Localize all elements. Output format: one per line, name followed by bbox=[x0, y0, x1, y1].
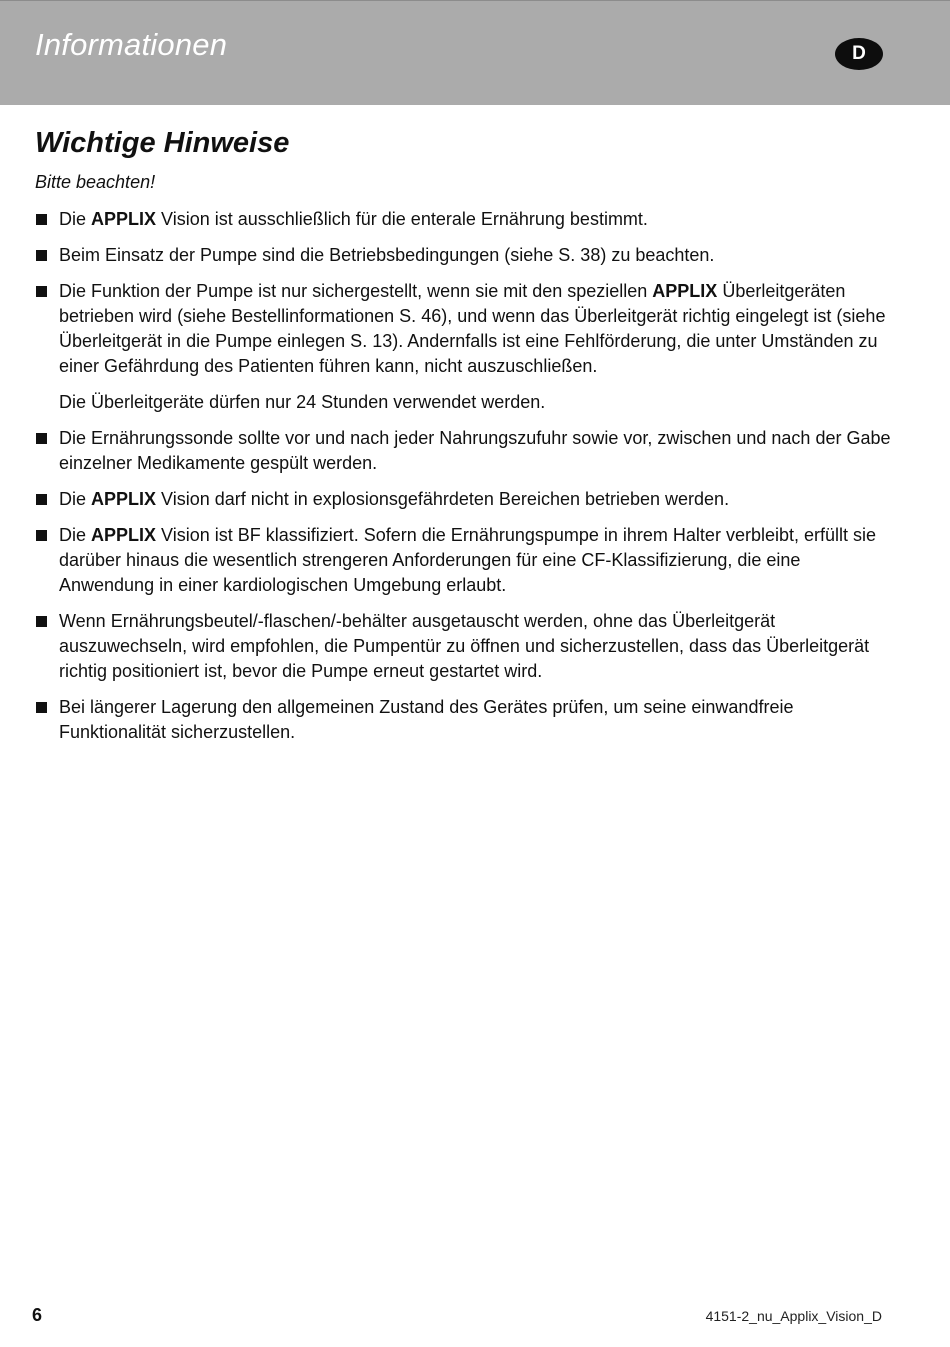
square-bullet-icon bbox=[36, 616, 47, 627]
document-code: 4151-2_nu_Applix_Vision_D bbox=[705, 1308, 882, 1324]
section-subtitle: Bitte beachten! bbox=[35, 172, 156, 192]
header-title: Informationen bbox=[35, 27, 228, 62]
list-item bbox=[35, 487, 895, 512]
list-item bbox=[35, 279, 895, 415]
language-badge: D bbox=[835, 38, 883, 70]
note-text-extra: Die Überleitgeräte dürfen nur 24 Stunden verwendet werden. bbox=[59, 392, 546, 412]
square-bullet-icon bbox=[36, 530, 47, 541]
note-text: Die Funktion der Pumpe ist nur sichergestellt, wenn sie mit den speziellen APPLIX Überleitgeräten betrieben wird (siehe Bestellinformationen S. 46), und wenn das Überleitgerät richtig eingelegt ist (siehe Überleitgerät in die Pumpe einlegen S. 13). Andernfalls ist eine Fehlförderung, die unter Umständen zu einer Gefährdung des Patienten führen kann, nicht auszuschließen. bbox=[59, 281, 886, 376]
page-number: 6 bbox=[32, 1305, 43, 1325]
list-item bbox=[35, 207, 895, 232]
brand-name: APPLIX bbox=[91, 489, 157, 509]
note-text: Die Ernährungssonde sollte vor und nach jeder Nahrungszufuhr sowie vor, zwischen und nach der Gabe einzelner Medikamente gespült werden. bbox=[59, 428, 891, 473]
list-item bbox=[35, 695, 895, 745]
note-text: Die APPLIX Vision ist ausschließlich für die enterale Ernährung bestimmt. bbox=[59, 209, 648, 229]
note-text: Beim Einsatz der Pumpe sind die Betriebsbedingungen (siehe S. 38) zu beachten. bbox=[59, 245, 715, 265]
square-bullet-icon bbox=[36, 494, 47, 505]
note-text: Wenn Ernährungsbeutel/-flaschen/-behälter ausgetauscht werden, ohne das Überleitgerät auszuwechseln, wird empfohlen, die Pumpentür zu öffnen und sicherzustellen, dass das Überleitgerät richtig positioniert ist, bevor die Pumpe erneut gestartet wird. bbox=[59, 611, 870, 681]
notes-list bbox=[35, 207, 895, 756]
list-item bbox=[35, 243, 895, 268]
square-bullet-icon bbox=[36, 702, 47, 713]
note-text: Bei längerer Lagerung den allgemeinen Zustand des Gerätes prüfen, um seine einwandfreie Funktionalität sicherzustellen. bbox=[59, 697, 794, 742]
list-item bbox=[35, 426, 895, 476]
square-bullet-icon bbox=[36, 250, 47, 261]
brand-name: APPLIX bbox=[652, 281, 718, 301]
list-item bbox=[35, 609, 895, 684]
note-text: Die APPLIX Vision ist BF klassifiziert. Sofern die Ernährungspumpe in ihrem Halter verbleibt, erfüllt sie darüber hinaus die wesentlich strengeren Anforderungen für eine CF-Klassifizierung, die eine Anwendung in einer kardiologischen Umgebung erlaubt. bbox=[59, 525, 877, 595]
list-item bbox=[35, 523, 895, 598]
square-bullet-icon bbox=[36, 433, 47, 444]
brand-name: APPLIX bbox=[91, 525, 157, 545]
note-text: Die APPLIX Vision darf nicht in explosionsgefährdeten Bereichen betrieben werden. bbox=[59, 489, 730, 509]
brand-name: APPLIX bbox=[91, 209, 157, 229]
square-bullet-icon bbox=[36, 286, 47, 297]
square-bullet-icon bbox=[36, 214, 47, 225]
header-band bbox=[0, 0, 950, 105]
section-title: Wichtige Hinweise bbox=[35, 127, 290, 159]
